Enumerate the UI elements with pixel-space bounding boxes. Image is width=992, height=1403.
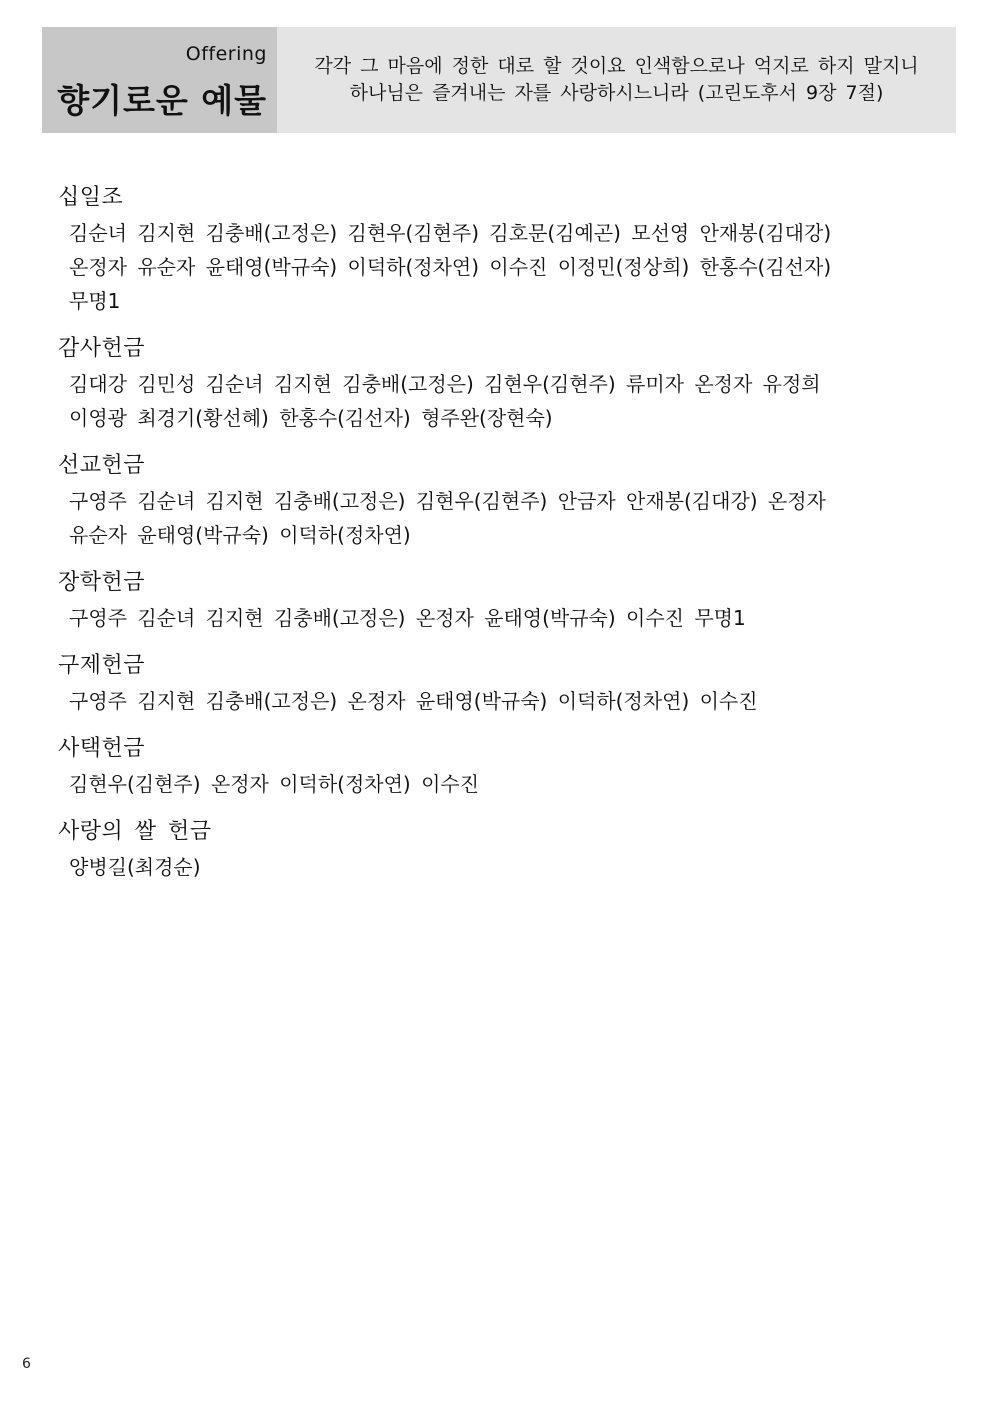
section-parsonage	[58, 731, 938, 801]
bible-verse	[277, 27, 956, 133]
section-thanksgiving	[58, 331, 938, 435]
verse-line: 각각 그 마음에 정한 대로 할 것이요 인색함으로나 억지로 하지 말지니	[314, 55, 919, 77]
donor-line: 구영주 김지현 김충배(고정은) 온정자 윤태영(박규숙) 이덕하(정차연) 이수진	[69, 689, 758, 713]
page-number: 6	[22, 1356, 31, 1372]
section-title: 사랑의 쌀 헌금	[58, 819, 212, 844]
donor-line: 구영주 김순녀 김지현 김충배(고정은) 김현우(김현주) 안금자 안재봉(김대강) 온정자	[69, 489, 826, 513]
section-rice-of-love	[58, 814, 938, 884]
section-relief	[58, 648, 938, 718]
donor-line: 유순자 윤태영(박규숙) 이덕하(정차연)	[69, 523, 411, 547]
verse-line: 하나님은 즐겨내는 자를 사랑하시느니라 (고린도후서 9장 7절)	[349, 82, 884, 104]
section-title: 십일조	[58, 185, 124, 210]
offering-sections	[58, 180, 938, 897]
section-title: 감사헌금	[58, 336, 146, 361]
section-title: 선교헌금	[58, 453, 146, 478]
section-tithe	[58, 180, 938, 318]
donor-line: 김순녀 김지현 김충배(고정은) 김현우(김현주) 김호문(김예곤) 모선영 안재봉(김대강)	[69, 221, 832, 245]
section-scholarship	[58, 565, 938, 635]
section-missions	[58, 448, 938, 552]
section-title: 장학헌금	[58, 570, 146, 595]
header-subtitle: Offering	[185, 43, 267, 65]
donor-line: 김대강 김민성 김순녀 김지현 김충배(고정은) 김현우(김현주) 류미자 온정자 유정희	[69, 372, 821, 396]
page-header	[42, 27, 956, 133]
donor-line: 구영주 김순녀 김지현 김충배(고정은) 온정자 윤태영(박규숙) 이수진 무명1	[69, 606, 746, 630]
donor-line: 김현우(김현주) 온정자 이덕하(정차연) 이수진	[69, 772, 480, 796]
donor-line: 무명1	[69, 289, 121, 313]
donor-line: 이영광 최경기(황선혜) 한홍수(김선자) 형주완(장현숙)	[69, 406, 553, 430]
donor-line: 양병길(최경순)	[69, 855, 201, 879]
title-block	[42, 27, 277, 133]
section-title: 사택헌금	[58, 736, 146, 761]
header-title: 향기로운 예물	[57, 81, 267, 120]
donor-line: 온정자 유순자 윤태영(박규숙) 이덕하(정차연) 이수진 이정민(정상희) 한홍수(김선자)	[69, 255, 832, 279]
section-title: 구제헌금	[58, 653, 146, 678]
